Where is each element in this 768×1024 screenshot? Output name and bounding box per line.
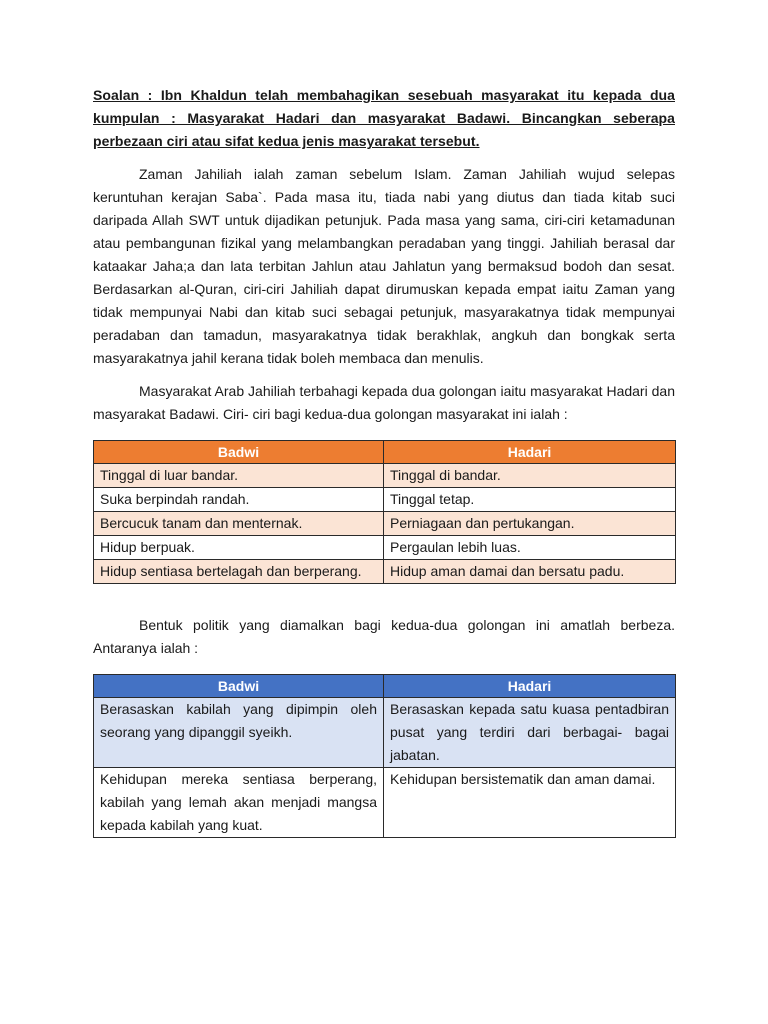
paragraph-jahiliah: Zaman Jahiliah ialah zaman sebelum Islam. Zaman Jahiliah wujud selepas keruntuhan kerajan Saba`. Pada masa itu, tiada nabi yang diutus dan tiada kitab suci daripada Allah SWT untuk dijadikan petunjuk. Pada masa yang sama, ciri-ciri ketamadunan atau pembangunan fizikal yang melambangkan peradaban yang tinggi. Jahiliah berasal dar kataakar Jaha;a dan lata terbitan Jahlun atau Jahlatun yang bermaksud bodoh dan sesat. Berdasarkan al-Quran, ciri-ciri Jahiliah dapat dirumuskan kepada empat iaitu Zaman yang tidak mempunyai Nabi dan kitab suci sebagai petunjuk, masyarakatnya tidak mempunyai peradaban dan tamadun, masyarakatnya tidak berakhlak, angkuh dan bongkak serta masyarakatnya jahil kerana tidak boleh membaca dan menulis. — [93, 166, 675, 366]
table-row — [94, 464, 676, 488]
table-row — [94, 560, 676, 584]
paragraph-politik: Bentuk politik yang diamalkan bagi kedua-dua golongan ini amatlah berbeza. Antaranya ialah : — [93, 617, 675, 656]
cell-badwi: Hidup berpuak. — [94, 536, 384, 560]
table-row — [94, 512, 676, 536]
header-hadari: Hadari — [384, 675, 676, 698]
question-heading: Soalan : Ibn Khaldun telah membahagikan sesebuah masyarakat itu kepada dua kumpulan : Masyarakat Hadari dan masyarakat Badawi. Bincangkan seberapa perbezaan ciri atau sifat kedua jenis masyarakat tersebut. — [93, 87, 675, 149]
table-row — [94, 768, 676, 838]
cell-hadari: Tinggal tetap. — [384, 488, 676, 512]
table-header-row — [94, 675, 676, 698]
cell-badwi: Berasaskan kabilah yang dipimpin oleh seorang yang dipanggil syeikh. — [94, 698, 384, 768]
cell-hadari: Kehidupan bersistematik dan aman damai. — [384, 768, 676, 838]
table-header-row — [94, 441, 676, 464]
table-ciri-masyarakat — [93, 440, 676, 584]
table-bentuk-politik — [93, 674, 676, 838]
header-hadari: Hadari — [384, 441, 676, 464]
table-row — [94, 536, 676, 560]
cell-hadari: Pergaulan lebih luas. — [384, 536, 676, 560]
cell-badwi: Hidup sentiasa bertelagah dan berperang. — [94, 560, 384, 584]
cell-badwi: Tinggal di luar bandar. — [94, 464, 384, 488]
header-badwi: Badwi — [94, 441, 384, 464]
cell-hadari: Berasaskan kepada satu kuasa pentadbiran pusat yang terdiri dari berbagai- bagai jabatan. — [384, 698, 676, 768]
document-page — [93, 84, 675, 838]
table-row — [94, 488, 676, 512]
cell-hadari: Perniagaan dan pertukangan. — [384, 512, 676, 536]
cell-badwi: Kehidupan mereka sentiasa berperang, kabilah yang lemah akan menjadi mangsa kepada kabilah yang kuat. — [94, 768, 384, 838]
cell-badwi: Bercucuk tanam dan menternak. — [94, 512, 384, 536]
cell-hadari: Tinggal di bandar. — [384, 464, 676, 488]
cell-hadari: Hidup aman damai dan bersatu padu. — [384, 560, 676, 584]
header-badwi: Badwi — [94, 675, 384, 698]
cell-badwi: Suka berpindah randah. — [94, 488, 384, 512]
paragraph-golongan: Masyarakat Arab Jahiliah terbahagi kepada dua golongan iaitu masyarakat Hadari dan masyarakat Badawi. Ciri- ciri bagi kedua-dua golongan masyarakat ini ialah : — [93, 383, 675, 422]
table-row — [94, 698, 676, 768]
